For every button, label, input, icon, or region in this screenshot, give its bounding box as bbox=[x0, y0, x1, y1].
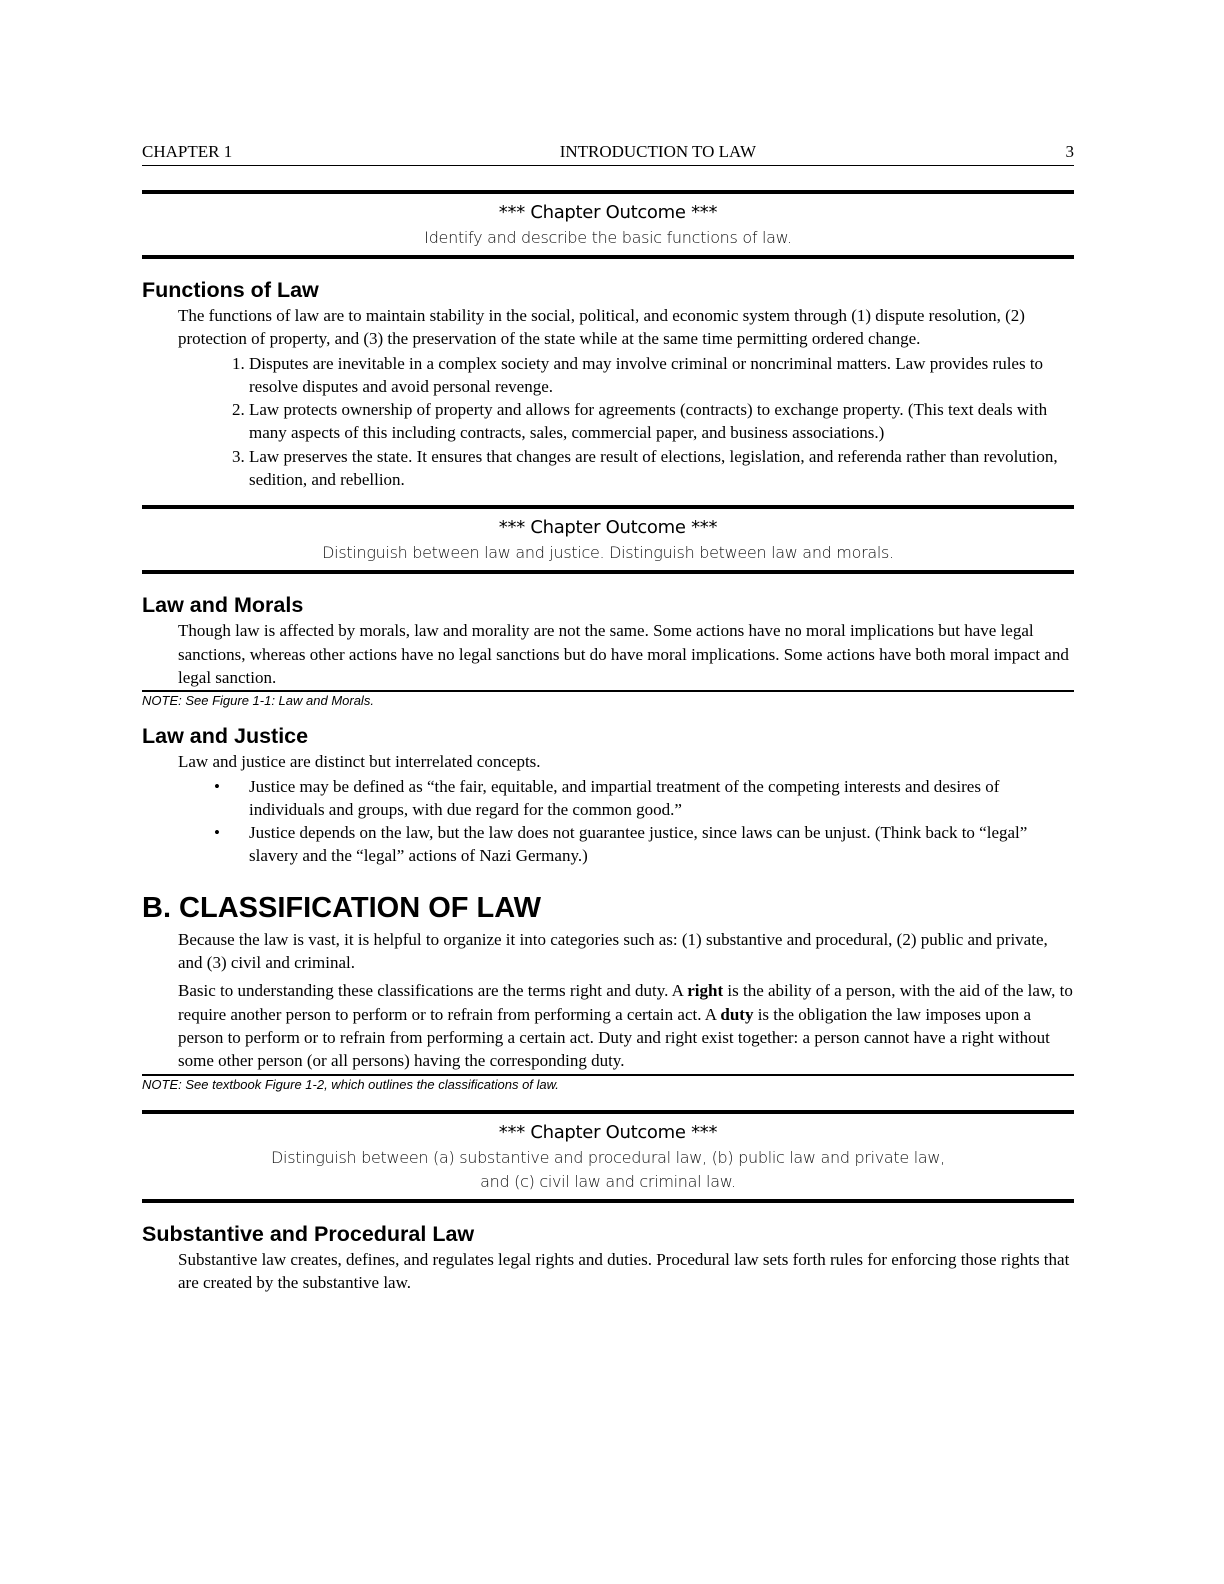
list-item-text: Justice depends on the law, but the law does not guarantee justice, since laws can be unjust. (Think back to “legal” slavery and the “legal” actions of Nazi Germany.) bbox=[249, 823, 1028, 866]
para-text: Basic to understanding these classifications are the terms right and duty. A bbox=[178, 981, 688, 1001]
list-item: 3. Law preserves the state. It ensures that changes are result of elections, legislation, and referenda rather than revolution, sedition, and rebellion. bbox=[249, 445, 1074, 492]
functions-intro: The functions of law are to maintain stability in the social, political, and economic system through (1) dispute resolution, (2) protection of property, and (3) the preservation of the state while at the same time permitting ordered change. bbox=[178, 306, 1025, 349]
section-heading-substantive: Substantive and Procedural Law bbox=[142, 1221, 475, 1246]
bullet: • bbox=[214, 776, 220, 796]
substantive-body: Substantive law creates, defines, and regulates legal rights and duties. Procedural law sets forth rules for enforcing those rights that are created by the substantive law. bbox=[178, 1249, 1070, 1292]
term-duty: duty bbox=[720, 1004, 754, 1024]
outcome-text: Distinguish between law and justice. Distinguish between law and morals. bbox=[322, 543, 894, 563]
header-chapter: CHAPTER 1 bbox=[142, 142, 233, 161]
justice-intro: Law and justice are distinct but interrelated concepts. bbox=[178, 752, 541, 772]
list-item: 1. Disputes are inevitable in a complex society and may involve criminal or noncriminal matters. Law provides rules to resolve disputes and avoid personal revenge. bbox=[249, 352, 1074, 399]
section-heading-justice: Law and Justice bbox=[142, 724, 309, 749]
justice-list bbox=[142, 775, 1074, 868]
document-page bbox=[142, 140, 1074, 1294]
morals-note: NOTE: See Figure 1-1: Law and Morals. bbox=[142, 693, 374, 709]
classification-para-1: Because the law is vast, it is helpful to organize it into categories such as: (1) substantive and procedural, (2) public and private, and (3) civil and criminal. bbox=[178, 929, 1048, 973]
chapter-outcome-box-1 bbox=[142, 190, 1074, 259]
morals-body: Though law is affected by morals, law and morality are not the same. Some actions have no moral implications but have legal sanctions, whereas other actions have no legal sanctions but do have moral implications. Some actions have both moral impact and legal sanction. bbox=[178, 621, 1069, 687]
para-text: is the ability of a person, with the aid of the law, to require another person to perform or to refrain from performing a certain act. A bbox=[178, 981, 1073, 1024]
section-heading-functions: Functions of Law bbox=[142, 278, 319, 302]
running-header bbox=[142, 140, 1074, 166]
outcome-title: *** Chapter Outcome *** bbox=[498, 202, 718, 223]
para-text: is the obligation the law imposes upon a person to perform or to refrain from performing a certain act. Duty and right exist together: a person cannot have a right without some other person (or all persons) having the corresponding duty. bbox=[178, 1004, 1050, 1071]
term-right: right bbox=[687, 981, 724, 1001]
section-heading-classification: B. CLASSIFICATION OF LAW bbox=[142, 891, 541, 924]
chapter-outcome-box-3 bbox=[142, 1110, 1074, 1203]
functions-list bbox=[142, 352, 1074, 492]
outcome-title: *** Chapter Outcome *** bbox=[498, 517, 718, 539]
outcome-title: *** Chapter Outcome *** bbox=[498, 1121, 718, 1143]
bullet: • bbox=[214, 823, 220, 843]
header-title: INTRODUCTION TO LAW bbox=[559, 142, 757, 161]
outcome-text: Identify and describe the basic functions of law. bbox=[424, 228, 792, 247]
classification-note: NOTE: See textbook Figure 1-2, which outlines the classifications of law. bbox=[142, 1076, 559, 1092]
list-item-text: Justice may be defined as “the fair, equitable, and impartial treatment of the competing interests and desires of individuals and groups, with due regard for the common good.” bbox=[249, 776, 1000, 819]
outcome-text-line-2: and (c) civil law and criminal law. bbox=[480, 1171, 736, 1191]
list-item: 2. Law protects ownership of property and allows for agreements (contracts) to exchange property. (This text deals with many aspects of this including contracts, sales, commercial paper, and business associations.) bbox=[249, 398, 1074, 445]
header-page-number: 3 bbox=[1065, 142, 1074, 161]
list-item bbox=[214, 775, 1074, 822]
outcome-text-line-1: Distinguish between (a) substantive and procedural law, (b) public law and private law, bbox=[271, 1147, 945, 1167]
section-heading-morals: Law and Morals bbox=[142, 593, 304, 618]
list-item bbox=[214, 821, 1074, 868]
chapter-outcome-box-2 bbox=[142, 505, 1074, 574]
classification-para-2 bbox=[178, 979, 1074, 1072]
